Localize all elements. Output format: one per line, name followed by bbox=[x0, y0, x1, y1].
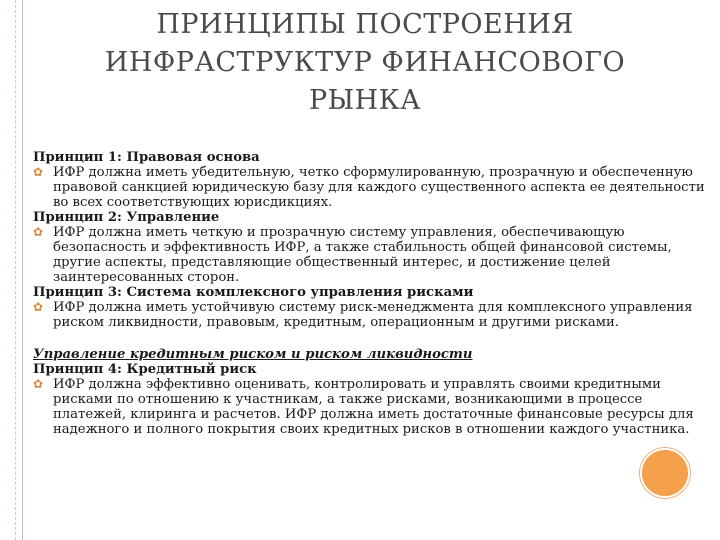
title-line-2: ИНФРАСТРУКТУР ФИНАНСОВОГО bbox=[104, 47, 626, 78]
spacer bbox=[33, 330, 705, 347]
principle-4-text: ИФР должна эффективно оценивать, контролировать и управлять своими кредитными рисками по отношению к участникам, а также рисками, возникающими в процессе платежей, клиринга и расчетов. ИФР должна иметь достаточные финансовые ресурсы для надежного и полного покрытия своих кредитных рисков в отношении каждого участника. bbox=[53, 377, 694, 437]
principle-4-heading: Принцип 4: Кредитный риск bbox=[33, 362, 257, 377]
flower-bullet-icon: ✿ bbox=[33, 377, 44, 391]
principle-1-bullet bbox=[33, 165, 705, 210]
principle-2-text: ИФР должна иметь четкую и прозрачную систему управления, обеспечивающую безопасность и эффективность ИФР, а также стабильность общей финансовой системы, другие аспекты, представляющие общественный интерес, и достижение целей заинтересованных сторон. bbox=[53, 225, 672, 285]
slide-title bbox=[40, 6, 690, 120]
principle-3-heading: Принцип 3: Система комплексного управления рисками bbox=[33, 285, 474, 300]
principle-2-bullet bbox=[33, 225, 705, 285]
title-line-1: ПРИНЦИПЫ ПОСТРОЕНИЯ bbox=[156, 9, 574, 40]
principle-1-text: ИФР должна иметь убедительную, четко сформулированную, прозрачную и обеспеченную правовой санкцией юридическую базу для каждого существенного аспекта ее деятельности во всех соответствующих юрисдикциях. bbox=[53, 165, 705, 210]
title-line-3: РЫНКА bbox=[308, 85, 422, 116]
principle-3-bullet bbox=[33, 300, 705, 330]
principle-3-text: ИФР должна иметь устойчивую систему риск-менеджмента для комплексного управления риском ликвидности, правовым, кредитным, операционным и другими рисками. bbox=[53, 300, 693, 330]
slide-left-border bbox=[0, 0, 23, 540]
flower-bullet-icon: ✿ bbox=[33, 165, 44, 179]
orange-circle-decoration bbox=[640, 448, 690, 498]
flower-bullet-icon: ✿ bbox=[33, 300, 44, 314]
slide-body bbox=[33, 150, 705, 437]
principle-1-heading: Принцип 1: Правовая основа bbox=[33, 150, 260, 165]
section-subheading: Управление кредитным риском и риском ликвидности bbox=[33, 347, 473, 362]
flower-bullet-icon: ✿ bbox=[33, 225, 44, 239]
principle-2-heading: Принцип 2: Управление bbox=[33, 210, 220, 225]
principle-4-bullet bbox=[33, 377, 705, 437]
